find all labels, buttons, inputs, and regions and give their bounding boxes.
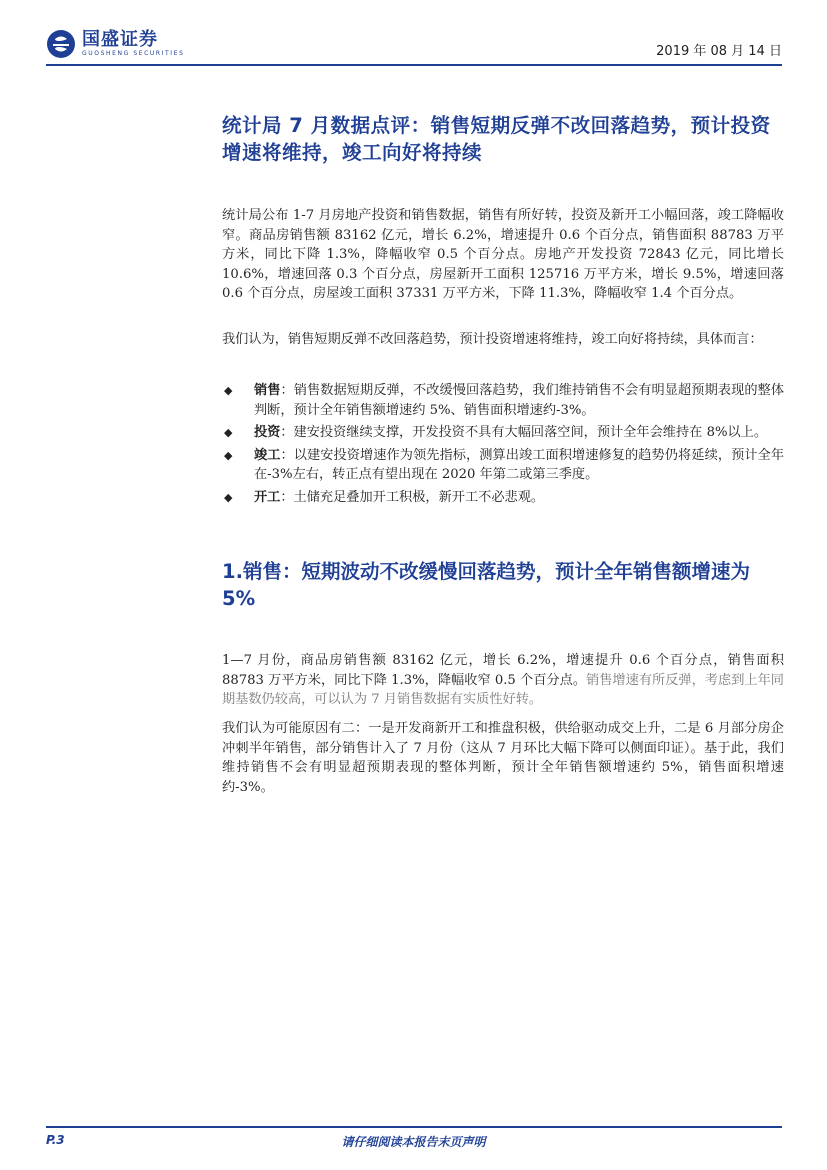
disclaimer-note: 请仔细阅读本报告末页声明 bbox=[341, 1135, 486, 1149]
report-title: 统计局 7 月数据点评：销售短期反弹不改回落趋势，预计投资增速将维持，竣工向好将持续 bbox=[222, 114, 771, 164]
page-header bbox=[46, 26, 782, 66]
report-date: 2019 年 08 月 14 日 bbox=[656, 44, 782, 59]
logo-chinese: 国盛证券 bbox=[82, 29, 158, 50]
list-item bbox=[222, 488, 784, 508]
point-key: 竣工 bbox=[254, 447, 281, 463]
point-text: ：建安投资继续支撑，开发投资不具有大幅回落空间，预计全年会维持在 8%以上。 bbox=[280, 425, 768, 441]
section-paragraph-1 bbox=[222, 651, 784, 710]
point-text: ：以建安投资增速作为领先指标，测算出竣工面积增速修复的趋势仍将延续，预计全年在-3%左右，转正点有望出现在 2020 年第二或第三季度。 bbox=[254, 447, 785, 483]
page-number: P.3 bbox=[46, 1133, 65, 1147]
header-divider bbox=[46, 64, 782, 66]
section-paragraph-2: 我们认为可能原因有二：一是开发商新开工和推盘积极，供给驱动成交上升，二是 6 月部分房企冲刺半年销售，部分销售计入了 7 月份（这从 7 月环比大幅下降可以侧面印证）。基于此，我们维持销售不会有明显超预期表现的整体判断，预计全年销售额增速约 5%，销售面积增速约-3%。 bbox=[222, 721, 784, 795]
point-key: 开工 bbox=[254, 489, 281, 505]
point-key: 销售 bbox=[254, 383, 281, 398]
diamond-bullet-icon: ◆ bbox=[224, 384, 233, 397]
intro-paragraph-2: 我们认为，销售短期反弹不改回落趋势，预计投资增速将维持，竣工向好将持续，具体而言： bbox=[222, 332, 763, 347]
point-text: ：销售数据短期反弹，不改缓慢回落趋势，我们维持销售不会有明显超预期表现的整体判断，预计全年销售额增速约 5%、销售面积增速约-3%。 bbox=[254, 383, 785, 418]
section-heading: 1.销售：短期波动不改缓慢回落趋势，预计全年销售额增速为 5% bbox=[222, 560, 750, 610]
sales-comment-text: 销售增速有所反弹，考虑到上年同期基数仍较高，可以认为 7 月销售数据有实质性好转。 bbox=[222, 672, 784, 708]
list-item bbox=[222, 381, 784, 420]
key-points-list bbox=[222, 381, 784, 511]
diamond-bullet-icon: ◆ bbox=[224, 448, 233, 462]
point-key: 投资 bbox=[254, 425, 281, 441]
intro-paragraph-1: 统计局公布 1-7 月房地产投资和销售数据，销售有所好转，投资及新开工小幅回落，竣工降幅收窄。商品房销售额 83162 亿元，增长 6.2%，增速提升 0.6 个百分点，销售面积 88783 万平方米，同比下降 1.3%，降幅收窄 0.5 个百分点。房地产开发投资 72843 亿元，同比增长 10.6%，增速回落 0.3 个百分点，房屋新开工面积 125716 万平方米，增长 9.5%，增速回落 0.6 个百分点，房屋竣工面积 37331 万平方米，下降 11.3%，降幅收窄 1.4 个百分点。 bbox=[222, 208, 784, 302]
logo-english: GUOSHENG SECURITIES bbox=[82, 50, 185, 57]
footer-divider bbox=[46, 1126, 782, 1128]
diamond-bullet-icon: ◆ bbox=[224, 426, 233, 440]
diamond-bullet-icon: ◆ bbox=[224, 490, 233, 504]
list-item bbox=[222, 446, 784, 485]
company-logo bbox=[46, 26, 184, 62]
logo-icon bbox=[46, 29, 76, 59]
point-text: ：土储充足叠加开工积极，新开工不必悲观。 bbox=[280, 489, 545, 505]
sales-data-text: 1—7 月份，商品房销售额 83162 亿元，增长 6.2%，增速提升 0.6 个百分点，销售面积 88783 万平方米，同比下降 1.3%，降幅收窄 0.5 个百分点。 bbox=[222, 653, 784, 688]
list-item bbox=[222, 423, 784, 443]
